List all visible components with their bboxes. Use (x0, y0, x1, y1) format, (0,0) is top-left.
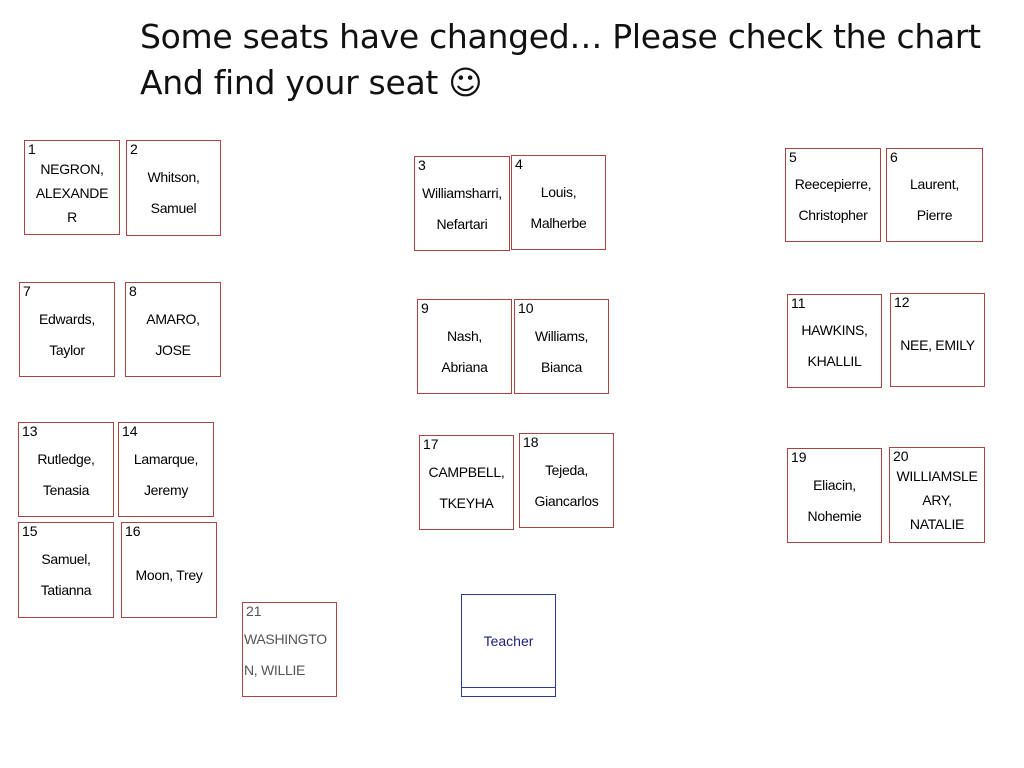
seat-9 (417, 299, 512, 394)
seat-15 (18, 522, 114, 618)
seat-student-name: HAWKINS, KHALLIL (801, 322, 868, 369)
seat-19 (787, 448, 882, 543)
seat-student-name: NEGRON, ALEXANDE R (35, 160, 109, 225)
seat-student-name: Reecepierre, Christopher (794, 176, 872, 223)
seat-1 (24, 140, 120, 235)
teacher-desk (461, 594, 556, 697)
title-line-1: Some seats have changed… Please check the chart (140, 17, 981, 56)
seat-number: 17 (423, 436, 439, 452)
seat-student-name: Moon, Trey (135, 566, 203, 583)
seat-5 (785, 148, 881, 242)
teacher-desk-divider (462, 687, 555, 688)
seat-number: 21 (246, 603, 262, 619)
seat-number: 13 (22, 423, 38, 439)
seat-number: 11 (791, 295, 806, 311)
seat-16 (121, 522, 217, 618)
seat-student-name: Whitson, Samuel (147, 169, 200, 216)
seat-10 (514, 299, 609, 394)
seat-17 (419, 435, 514, 530)
seat-number: 19 (791, 449, 807, 465)
seat-number: 18 (523, 434, 539, 450)
seat-student-name: Rutledge, Tenasia (37, 450, 95, 498)
seat-number: 4 (515, 156, 523, 172)
seat-number: 16 (125, 523, 141, 539)
seat-7 (19, 282, 115, 377)
seat-6 (886, 148, 983, 242)
page-title (140, 14, 981, 106)
seat-12 (890, 293, 985, 387)
seat-8 (125, 282, 221, 377)
seat-number: 20 (893, 448, 909, 464)
seat-2 (126, 140, 221, 236)
seat-13 (18, 422, 114, 517)
seat-student-name: Tejeda, Giancarlos (534, 461, 599, 509)
seat-student-name: Nash, Abriana (441, 327, 488, 375)
seat-number: 1 (28, 141, 36, 157)
seat-3 (414, 156, 510, 251)
seat-21 (242, 602, 337, 697)
seat-student-name: Louis, Malherbe (530, 183, 587, 231)
seat-number: 12 (894, 294, 910, 310)
seat-number: 9 (421, 300, 429, 316)
seat-number: 3 (418, 157, 426, 173)
seat-14 (118, 422, 214, 517)
seat-number: 8 (129, 283, 137, 299)
seat-number: 6 (890, 149, 898, 165)
seat-student-name: Williamsharri, Nefartari (422, 184, 502, 232)
seat-number: 14 (122, 423, 138, 439)
seat-20 (889, 447, 985, 543)
seat-number: 15 (22, 523, 38, 539)
seat-number: 2 (130, 141, 138, 157)
seat-18 (519, 433, 614, 528)
title-line-2: And find your seat ☺ (140, 63, 483, 102)
seat-11 (787, 294, 882, 388)
seat-student-name: Williams, Bianca (534, 327, 589, 375)
seat-student-name: Laurent, Pierre (910, 176, 959, 223)
seat-student-name: Edwards, Taylor (39, 310, 95, 358)
teacher-label: Teacher (483, 633, 534, 649)
seat-student-name: WASHINGTO N, WILLIE (244, 630, 327, 678)
seat-student-name: AMARO, JOSE (146, 310, 200, 358)
seat-student-name: NEE, EMILY (900, 336, 975, 353)
seat-student-name: Lamarque, Jeremy (133, 450, 199, 498)
seat-number: 7 (23, 283, 31, 299)
seat-number: 5 (789, 149, 797, 165)
seat-student-name: Samuel, Tatianna (40, 551, 92, 598)
seat-student-name: CAMPBELL, TKEYHA (428, 463, 505, 511)
seat-student-name: WILLIAMSLE ARY, NATALIE (896, 468, 978, 532)
seat-4 (511, 155, 606, 250)
seat-number: 10 (518, 300, 534, 316)
seat-student-name: Eliacin, Nohemie (807, 476, 862, 524)
